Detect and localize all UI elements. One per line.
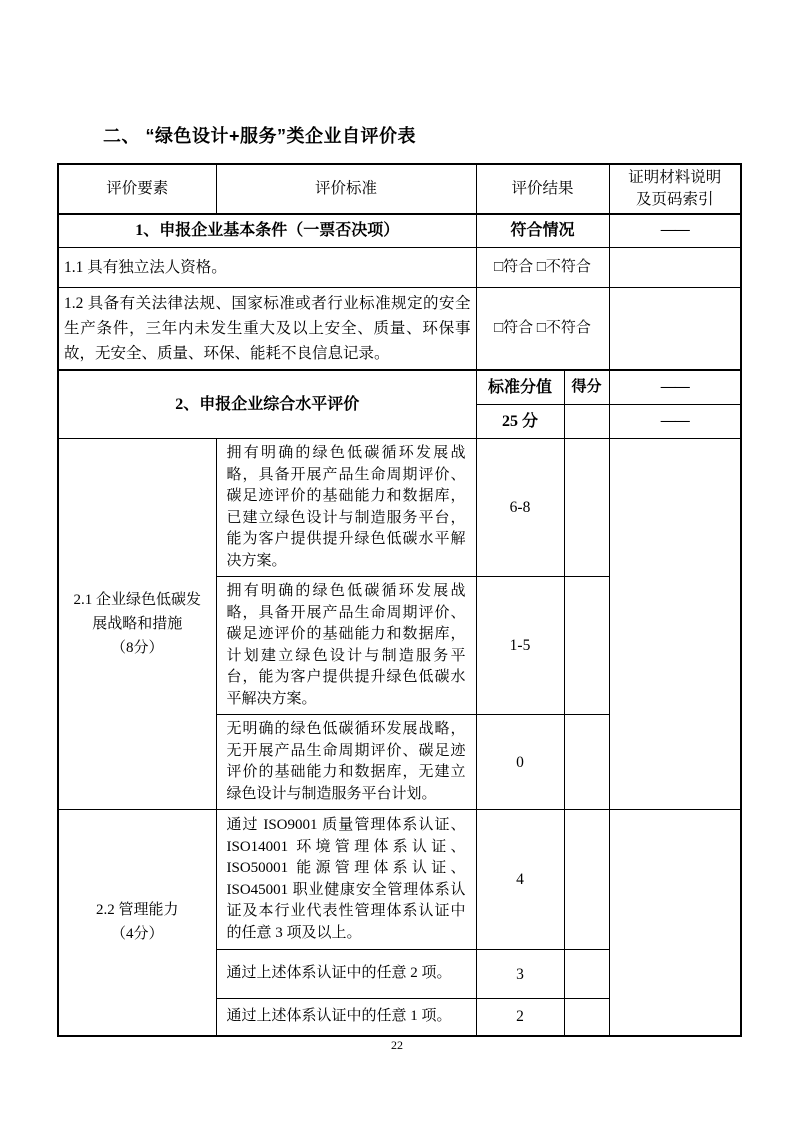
criterion-2-1-b-gain-input-cell[interactable] [564, 577, 609, 715]
criterion-2-1-c-text-cell: 无明确的绿色低碳循环发展战略，无开展产品生命周期评价、碳足迹评价的基础能力和数据库，无建立绿色设计与制造服务平台计划。 [216, 715, 476, 810]
item-1-1-text-cell: 1.1 具有独立法人资格。 [58, 247, 476, 287]
criterion-2-2-c-text-cell: 通过上述体系认证中的任意 1 项。 [216, 999, 476, 1036]
group-2-1-evidence-cell[interactable] [609, 439, 741, 810]
group-2-1-label-cell [58, 439, 216, 810]
header-evidence-line1: 证明材料说明 [628, 169, 722, 186]
criterion-row-2-1-a [58, 439, 741, 577]
criterion-2-2-c-score-cell: 2 [476, 999, 564, 1036]
group-2-1-label: 2.1 企业绿色低碳发展战略和措施 [73, 592, 201, 632]
criterion-2-1-a-text-cell: 拥有明确的绿色低碳循环发展战略，具备开展产品生命周期评价、碳足迹评价的基础能力和数据库，已建立绿色设计与制造服务平台，能为客户提供提升绿色低碳水平解决方案。 [216, 439, 476, 577]
section1-header-row [58, 214, 741, 247]
criterion-2-2-a-gain-input-cell[interactable] [564, 810, 609, 950]
criterion-2-2-b-text-cell: 通过上述体系认证中的任意 2 项。 [216, 950, 476, 999]
criterion-2-2-b-gain-input-cell[interactable] [564, 950, 609, 999]
header-evaluation-element: 评价要素 [58, 164, 216, 214]
criterion-2-2-a-score-cell: 4 [476, 810, 564, 950]
section2-title-cell: 2、申报企业综合水平评价 [58, 370, 476, 439]
criterion-2-2-b-score-cell: 3 [476, 950, 564, 999]
criterion-row-2-2-a [58, 810, 741, 950]
item-1-2-compliance-options[interactable]: □符合 □不符合 [476, 287, 609, 370]
criterion-2-2-a-text-cell: 通过 ISO9001 质量管理体系认证、ISO14001 环境管理体系认证、ISO50001 能源管理体系认证、ISO45001 职业健康安全管理体系认证及本行业代表性管理体系认证中的任意 3 项及以上。 [216, 810, 476, 950]
group-2-2-label: 2.2 管理能力 [95, 902, 179, 919]
criterion-2-1-a-score-cell: 6-8 [476, 439, 564, 577]
criterion-2-1-c-score-cell: 0 [476, 715, 564, 810]
section2-header-row [58, 370, 741, 405]
page-number: 22 [391, 1038, 403, 1052]
score-gain-header-cell: 得分 [564, 370, 609, 405]
criterion-2-1-b-score-cell: 1-5 [476, 577, 564, 715]
section2-dash-cell-2: —— [609, 405, 741, 439]
item-1-1-compliance-options[interactable]: □符合 □不符合 [476, 247, 609, 287]
criterion-2-1-a-gain-input-cell[interactable] [564, 439, 609, 577]
criterion-2-1-b-text-cell: 拥有明确的绿色低碳循环发展战略，具备开展产品生命周期评价、碳足迹评价的基础能力和数据库，计划建立绿色设计与制造服务平台，能为客户提供提升绿色低碳水平解决方案。 [216, 577, 476, 715]
group-2-2-evidence-cell[interactable] [609, 810, 741, 1036]
table-header-row [58, 164, 741, 214]
total-gain-input-cell[interactable] [564, 405, 609, 439]
score-value-header-cell: 标准分值 [476, 370, 564, 405]
item-1-2-row [58, 287, 741, 370]
group-2-2-label-sub: （4分） [110, 926, 164, 943]
item-1-2-text-cell: 1.2 具备有关法律法规、国家标准或者行业标准规定的安全生产条件，三年内未发生重大及以上安全、质量、环保事故，无安全、质量、环保、能耗不良信息记录。 [58, 287, 476, 370]
header-evidence-line2: 及页码索引 [636, 191, 714, 208]
criterion-2-2-c-gain-input-cell[interactable] [564, 999, 609, 1036]
section1-dash-cell: —— [609, 214, 741, 247]
section1-title-cell: 1、申报企业基本条件（一票否决项） [58, 214, 476, 247]
header-evaluation-standard: 评价标准 [216, 164, 476, 214]
group-2-2-label-cell [58, 810, 216, 1036]
item-1-1-row [58, 247, 741, 287]
item-1-1-evidence-cell[interactable] [609, 247, 741, 287]
header-evidence-index [609, 164, 741, 214]
header-evaluation-result: 评价结果 [476, 164, 609, 214]
item-1-2-evidence-cell[interactable] [609, 287, 741, 370]
total-score-cell: 25 分 [476, 405, 564, 439]
evaluation-table [57, 163, 742, 1037]
section1-result-header-cell: 符合情况 [476, 214, 609, 247]
page-title: 二、 “绿色设计+服务”类企业自评价表 [103, 126, 417, 146]
group-2-1-label-sub: （8分） [110, 640, 164, 656]
criterion-2-1-c-gain-input-cell[interactable] [564, 715, 609, 810]
section2-dash-cell-1: —— [609, 370, 741, 405]
